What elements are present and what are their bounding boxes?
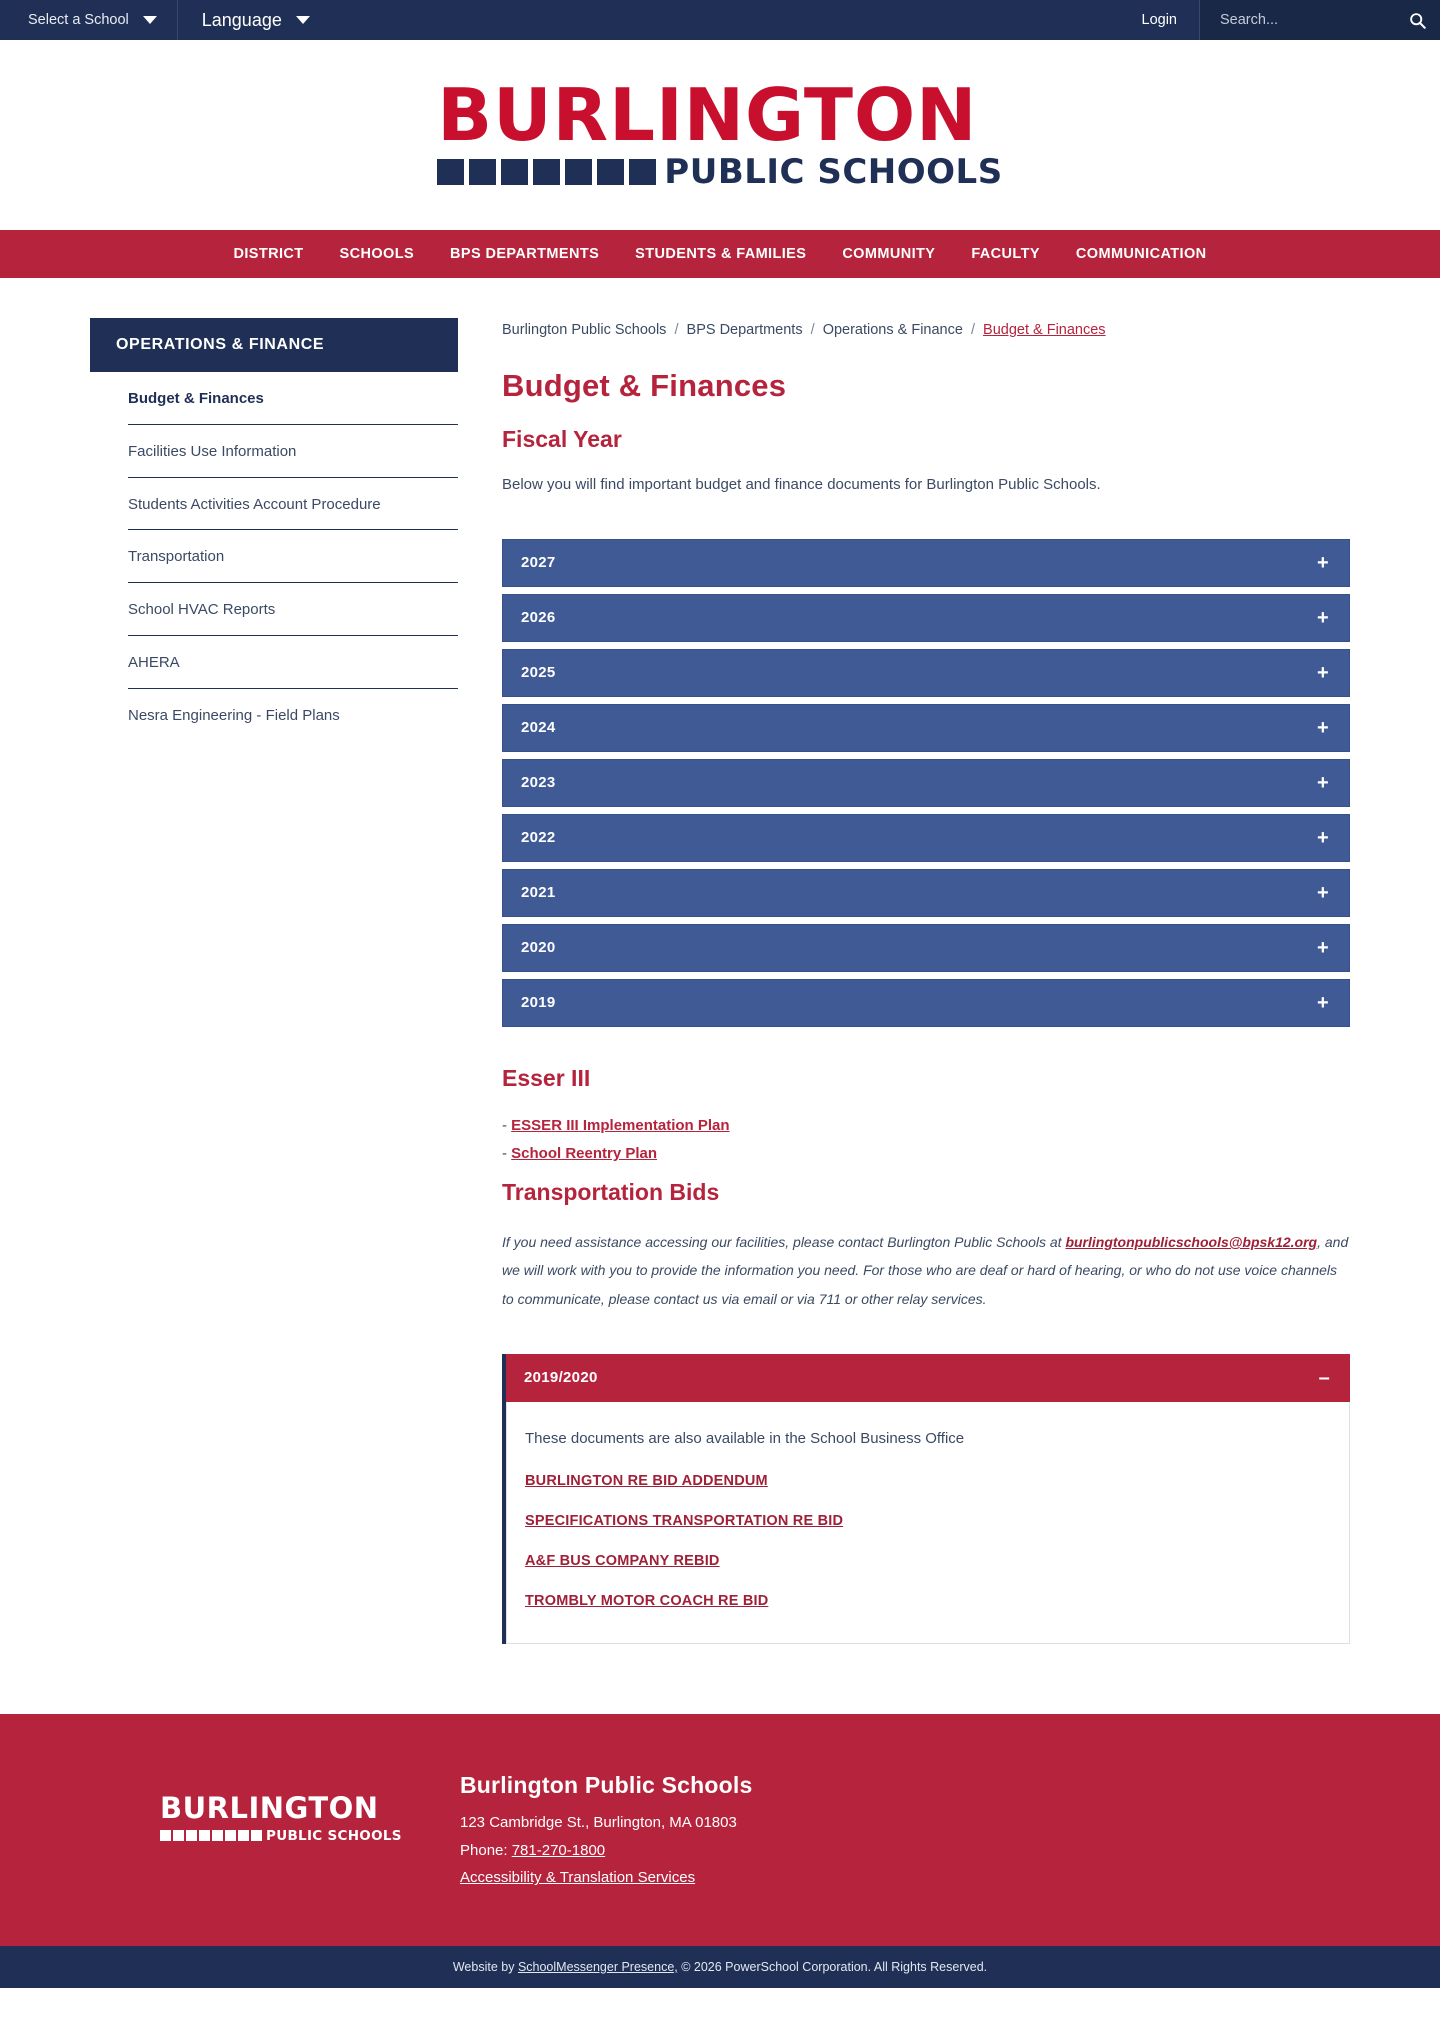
accordion-header-2019-2020[interactable] bbox=[506, 1354, 1350, 1402]
nav-item-district[interactable]: DISTRICT bbox=[233, 246, 304, 262]
breadcrumb-item-home[interactable]: Burlington Public Schools bbox=[502, 322, 667, 338]
accordion-header-2027[interactable] bbox=[502, 539, 1350, 587]
accordion-label: 2019/2020 bbox=[524, 1369, 598, 1387]
plus-icon: + bbox=[1317, 771, 1329, 794]
accordion-label: 2022 bbox=[521, 829, 556, 847]
page-title: Budget & Finances bbox=[502, 367, 787, 403]
accordion-header-2021[interactable] bbox=[502, 869, 1350, 917]
accordion-header-2020[interactable] bbox=[502, 924, 1350, 972]
footer-accessibility-row bbox=[460, 1864, 1350, 1892]
sidebar-item-facilities-use-information[interactable]: Facilities Use Information bbox=[128, 425, 458, 478]
breadcrumb-separator: / bbox=[674, 322, 679, 338]
footer-phone-label: Phone: bbox=[460, 1841, 512, 1859]
language-dropdown[interactable] bbox=[178, 0, 330, 40]
language-label: Language bbox=[201, 9, 282, 30]
accordion-label: 2020 bbox=[521, 939, 556, 957]
transportation-bids-heading: Transportation Bids bbox=[502, 1178, 720, 1205]
footer-phone-link[interactable]: 781-270-1800 bbox=[511, 1841, 606, 1859]
intro-text: Below you will find important budget and finance documents for Burlington Public Schools. bbox=[502, 475, 1101, 493]
accordion-item bbox=[502, 649, 1350, 697]
login-link[interactable]: Login bbox=[1120, 0, 1200, 40]
footer-inner bbox=[90, 1772, 1350, 1892]
breadcrumb-item-bps-departments[interactable]: BPS Departments bbox=[686, 322, 803, 338]
accordion-header-2023[interactable] bbox=[502, 759, 1350, 807]
search-input[interactable] bbox=[1220, 12, 1407, 28]
schoolmessenger-link[interactable]: SchoolMessenger Presence, bbox=[517, 1960, 678, 1975]
accordion-header-2026[interactable] bbox=[502, 594, 1350, 642]
accordion-label: 2024 bbox=[521, 719, 556, 737]
sidebar-item-nesra-engineering-field-plans[interactable]: Nesra Engineering - Field Plans bbox=[128, 706, 340, 724]
accordion-body bbox=[506, 1402, 1350, 1644]
utility-bar-right bbox=[1120, 0, 1440, 40]
breadcrumb bbox=[502, 320, 1350, 342]
plus-icon: + bbox=[1317, 936, 1329, 959]
breadcrumb-separator: / bbox=[810, 322, 815, 338]
footer-logo[interactable] bbox=[130, 1772, 460, 1844]
accordion-item bbox=[502, 759, 1350, 807]
footer-logo-subtitle-row bbox=[160, 1828, 460, 1844]
footer-logo-squares-icon bbox=[160, 1830, 262, 1841]
accordion-label: 2019 bbox=[521, 994, 556, 1012]
list-dash: - bbox=[502, 1145, 507, 1163]
utility-bar-spacer bbox=[330, 0, 1120, 40]
sidebar-item-transportation[interactable]: Transportation bbox=[128, 530, 458, 583]
accordion-label: 2021 bbox=[521, 884, 556, 902]
nav-item-bps-departments[interactable]: BPS DEPARTMENTS bbox=[450, 246, 600, 262]
copyright-suffix: © 2026 PowerSchool Corporation. All Rights Reserved. bbox=[677, 1960, 988, 1975]
copyright-prefix: Website by bbox=[452, 1960, 518, 1975]
nav-item-communication[interactable]: COMMUNICATION bbox=[1075, 246, 1207, 262]
footer-logo-subtitle: PUBLIC SCHOOLS bbox=[266, 1827, 402, 1844]
footer-school-name: Burlington Public Schools bbox=[460, 1771, 753, 1798]
chevron-down-icon bbox=[296, 16, 310, 24]
plus-icon: + bbox=[1317, 606, 1329, 629]
esser-link-row bbox=[502, 1112, 1350, 1141]
utility-bar bbox=[0, 0, 1440, 40]
accordion-label: 2027 bbox=[521, 554, 556, 572]
search-box bbox=[1200, 0, 1440, 40]
nav-item-community[interactable]: COMMUNITY bbox=[842, 246, 936, 262]
nav-item-faculty[interactable]: FACULTY bbox=[971, 246, 1040, 262]
fiscal-year-accordion-list bbox=[502, 539, 1350, 1027]
accordion-item bbox=[502, 704, 1350, 752]
accordion-body-note: These documents are also available in the School Business Office bbox=[525, 1429, 965, 1447]
plus-icon: + bbox=[1317, 881, 1329, 904]
search-icon bbox=[1409, 12, 1426, 29]
school-select-label: Select a School bbox=[28, 12, 129, 28]
accordion-item bbox=[502, 594, 1350, 642]
sidebar-item-ahera[interactable]: AHERA bbox=[128, 636, 458, 689]
accordion-header-2025[interactable] bbox=[502, 649, 1350, 697]
accessibility-email-link[interactable]: burlingtonpublicschools@bpsk12.org bbox=[1065, 1233, 1318, 1250]
footer-contact-info bbox=[460, 1772, 1350, 1892]
doc-link-burlington-re-bid-addendum[interactable]: BURLINGTON RE BID ADDENDUM bbox=[525, 1472, 768, 1489]
accessibility-note-part2: , and we will work with you to provide the information you need. For those who are deaf or hard of hearing, or who do not use voice channels to communicate, please contact us via email or via 711 or other relay services. bbox=[502, 1233, 1349, 1308]
site-logo bbox=[437, 72, 1003, 193]
utility-bar-left bbox=[0, 0, 330, 40]
site-footer bbox=[0, 1714, 1440, 1946]
logo-subtitle-row bbox=[437, 152, 1003, 193]
page-body bbox=[90, 278, 1350, 1714]
logo-squares-icon bbox=[437, 159, 656, 185]
breadcrumb-separator: / bbox=[970, 322, 975, 338]
accordion-label: 2025 bbox=[521, 664, 556, 682]
footer-logo-wordmark: BURLINGTON bbox=[160, 1790, 379, 1825]
sidebar-item-school-hvac-reports[interactable]: School HVAC Reports bbox=[128, 583, 458, 636]
accordion-item bbox=[502, 924, 1350, 972]
list-dash: - bbox=[502, 1116, 507, 1134]
school-reentry-plan-link[interactable]: School Reentry Plan bbox=[511, 1145, 658, 1163]
doc-link-trombly-motor-coach-re-bid[interactable]: TROMBLY MOTOR COACH RE BID bbox=[525, 1592, 769, 1609]
site-logo-banner[interactable] bbox=[0, 40, 1440, 230]
accordion-header-2022[interactable] bbox=[502, 814, 1350, 862]
transportation-accordion-2019-2020 bbox=[502, 1354, 1350, 1644]
sidebar bbox=[90, 318, 458, 1644]
footer-phone-row bbox=[460, 1837, 1350, 1865]
fiscal-year-heading: Fiscal Year bbox=[502, 425, 622, 452]
accordion-label: 2026 bbox=[521, 609, 556, 627]
esser-implementation-plan-link[interactable]: ESSER III Implementation Plan bbox=[511, 1116, 730, 1134]
accordion-header-2019[interactable] bbox=[502, 979, 1350, 1027]
doc-link-af-bus-company-rebid[interactable]: A&F BUS COMPANY REBID bbox=[525, 1552, 720, 1569]
esser-links bbox=[502, 1112, 1350, 1169]
plus-icon: + bbox=[1317, 991, 1329, 1014]
accordion-item bbox=[502, 539, 1350, 587]
school-select-dropdown[interactable] bbox=[0, 0, 178, 40]
sidebar-list bbox=[90, 372, 458, 740]
accordion-item bbox=[502, 814, 1350, 862]
accessibility-note-part1: If you need assistance accessing our facilities, please contact Burlington Public Schools at bbox=[502, 1233, 1066, 1250]
plus-icon: + bbox=[1317, 661, 1329, 684]
plus-icon: + bbox=[1317, 551, 1329, 574]
chevron-down-icon bbox=[143, 16, 157, 24]
esser-link-row bbox=[502, 1140, 1350, 1169]
sidebar-item-students-activities-account-procedure[interactable]: Students Activities Account Procedure bbox=[128, 478, 458, 531]
accessibility-note bbox=[502, 1228, 1350, 1314]
breadcrumb-item-operations-finance[interactable]: Operations & Finance bbox=[822, 322, 963, 338]
copyright-bar bbox=[0, 1946, 1440, 1988]
footer-address: 123 Cambridge St., Burlington, MA 01803 bbox=[460, 1813, 737, 1831]
sidebar-header: OPERATIONS & FINANCE bbox=[90, 318, 458, 372]
accordion-item bbox=[502, 869, 1350, 917]
minus-icon: – bbox=[1318, 1366, 1330, 1389]
plus-icon: + bbox=[1317, 716, 1329, 739]
nav-item-schools[interactable]: SCHOOLS bbox=[339, 246, 415, 262]
logo-wordmark: BURLINGTON bbox=[437, 72, 978, 157]
plus-icon: + bbox=[1317, 826, 1329, 849]
main-navigation bbox=[0, 230, 1440, 278]
footer-accessibility-link[interactable]: Accessibility & Translation Services bbox=[460, 1869, 696, 1887]
breadcrumb-item-current[interactable]: Budget & Finances bbox=[983, 322, 1106, 338]
esser-heading: Esser III bbox=[502, 1064, 591, 1091]
doc-link-specifications-transportation-re-bid[interactable]: SPECIFICATIONS TRANSPORTATION RE BID bbox=[525, 1512, 844, 1529]
accordion-header-2024[interactable] bbox=[502, 704, 1350, 752]
main-content bbox=[502, 318, 1350, 1644]
accordion-item bbox=[502, 979, 1350, 1027]
accordion-label: 2023 bbox=[521, 774, 556, 792]
search-button[interactable] bbox=[1407, 12, 1428, 29]
sidebar-item-budget-finances[interactable]: Budget & Finances bbox=[128, 372, 458, 425]
nav-item-students-families[interactable]: STUDENTS & FAMILIES bbox=[635, 246, 807, 262]
logo-subtitle: PUBLIC SCHOOLS bbox=[664, 152, 1003, 193]
